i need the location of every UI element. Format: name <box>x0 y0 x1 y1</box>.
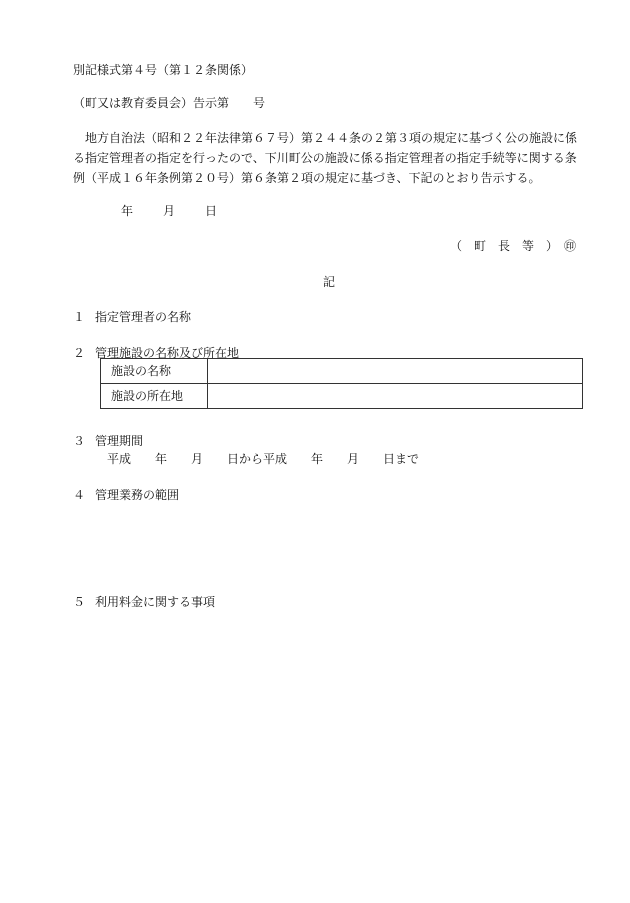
item-5 <box>73 592 215 612</box>
item-number: ５ <box>73 595 86 609</box>
item-label: 管理期間 <box>95 434 144 448</box>
item-3 <box>73 431 143 451</box>
period-line: 平成 年 月 日から平成 年 月 日まで <box>107 452 420 466</box>
item-number: ４ <box>73 488 86 502</box>
item-4 <box>73 485 179 505</box>
item-number: １ <box>73 310 86 324</box>
facility-location-value <box>208 384 583 409</box>
item-label: 管理施設の名称及び所在地 <box>95 346 240 360</box>
signature-line: （ 町 長 等 ） ㊞ <box>450 239 577 253</box>
facility-location-label: 施設の所在地 <box>101 384 208 409</box>
date-line: 年 月 日 <box>121 204 220 218</box>
item-label: 管理業務の範囲 <box>95 488 180 502</box>
ki-heading: 記 <box>323 275 336 289</box>
item-1 <box>73 307 191 327</box>
form-title: 別記様式第４号（第１２条関係） <box>73 63 254 77</box>
item-label: 指定管理者の名称 <box>95 310 192 324</box>
table-row <box>101 359 583 384</box>
facility-name-value <box>208 359 583 384</box>
item-label: 利用料金に関する事項 <box>95 595 216 609</box>
body-paragraph: 地方自治法（昭和２２年法律第６７号）第２４４条の２第３項の規定に基づく公の施設に係る指定管理者の指定を行ったので、下川町公の施設に係る指定管理者の指定手続等に関する条例（平成１６年条例第２０号）第６条第２項の規定に基づき、下記のとおり告示する。 <box>73 131 578 185</box>
facility-table <box>100 358 583 409</box>
table-row <box>101 384 583 409</box>
item-number: ３ <box>73 434 86 448</box>
item-number: ２ <box>73 346 86 360</box>
facility-name-label: 施設の名称 <box>101 359 208 384</box>
notice-number: （町又は教育委員会）告示第 号 <box>73 96 266 110</box>
